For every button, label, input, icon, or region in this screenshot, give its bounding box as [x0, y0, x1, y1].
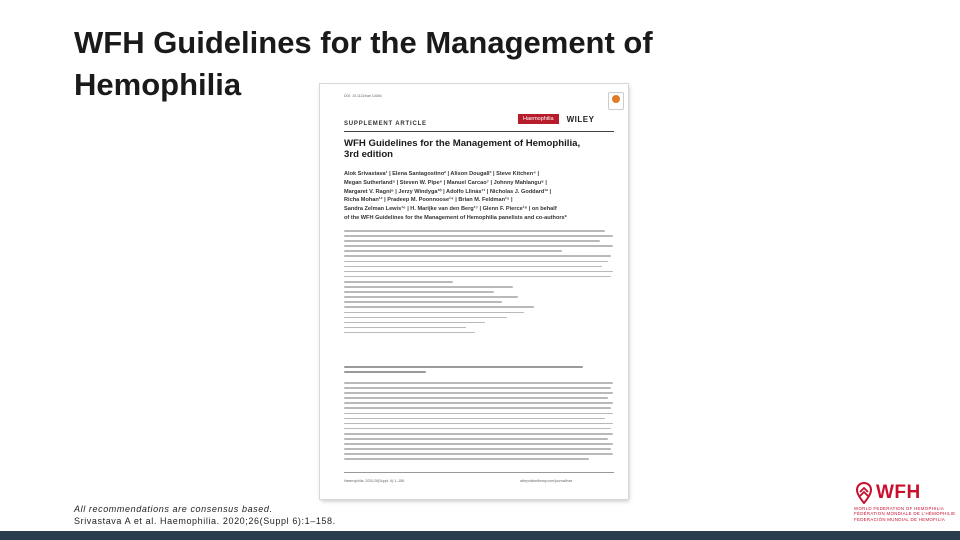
doc-article-title-line-1: WFH Guidelines for the Management of Hemophilia, — [344, 138, 581, 149]
doc-article-title — [344, 138, 614, 160]
slide-title-line-1: WFH Guidelines for the Management of — [74, 25, 653, 60]
wfh-mark-icon — [854, 482, 874, 504]
slide-footer-notes — [74, 503, 336, 527]
footer-note-consensus: All recommendations are consensus based. — [74, 504, 273, 514]
doc-author-line: Alok Srivastava¹ | Elena Santagostino² | Alison Dougall³ | Steve Kitchen⁴ | — [344, 171, 540, 177]
wfh-logo-subtext-line: WORLD FEDERATION OF HEMOPHILIA — [854, 506, 945, 511]
doc-header-meta: DOI: 10.1111/hae.14046 — [344, 94, 382, 98]
document-page-image — [320, 84, 628, 499]
wfh-logo-subtext — [854, 506, 958, 522]
check-for-updates-icon — [608, 92, 624, 110]
doc-author-line: Megan Sutherland⁵ | Steven W. Pipe⁶ | Manuel Carcao⁷ | Johnny Mahlangu⁸ | — [344, 179, 547, 186]
doc-author-line: Margaret V. Ragni⁹ | Jerzy Windyga¹⁰ | Adolfo Llinás¹¹ | Nicholas J. Goddard¹² | — [344, 188, 552, 195]
doc-author-line: Richa Mohan¹³ | Pradeep M. Poonnoose¹⁴ | Brian M. Feldman¹⁵ | — [344, 197, 513, 204]
publisher-logo: WILEY — [566, 114, 595, 124]
journal-logo — [518, 114, 594, 124]
doc-footer-right: wileyonlinelibrary.com/journal/hae — [520, 479, 573, 483]
wfh-logo-subtext-line: FÉDÉRATION MONDIALE DE L'HÉMOPHILIE — [854, 511, 956, 517]
wfh-logo — [852, 478, 956, 530]
footer-note-citation: Srivastava A et al. Haemophilia. 2020;26(Suppl 6):1–158. — [74, 516, 336, 526]
doc-divider — [344, 131, 614, 132]
bottom-bar — [0, 531, 960, 540]
doc-footer-left: Haemophilia. 2020;26(Suppl. 6):1–158. — [344, 479, 405, 483]
wfh-logo-subtext-line: FEDERACIÓN MUNDIAL DE HEMOFILIA — [854, 516, 946, 522]
doc-article-title-line-2: 3rd edition — [344, 149, 394, 160]
doc-correspondence-block — [344, 366, 616, 376]
slide-title-line-2: Hemophilia — [74, 67, 242, 102]
doc-body-text-block — [344, 382, 616, 464]
doc-section-label: SUPPLEMENT ARTICLE — [344, 121, 427, 127]
journal-name: Haemophilia — [518, 114, 559, 124]
doc-author-line: of the WFH Guidelines for the Management of Hemophilia panelists and co-authors* — [344, 214, 567, 221]
doc-affiliations-block — [344, 230, 616, 337]
doc-authors — [344, 170, 616, 223]
doc-author-line: Sandra Zelman Lewis¹⁶ | H. Marijke van den Berg¹⁷ | Glenn F. Pierce¹⁸ | on behalf — [344, 206, 557, 213]
doc-footer-divider — [344, 472, 614, 473]
wfh-logo-text: WFH — [876, 482, 921, 503]
